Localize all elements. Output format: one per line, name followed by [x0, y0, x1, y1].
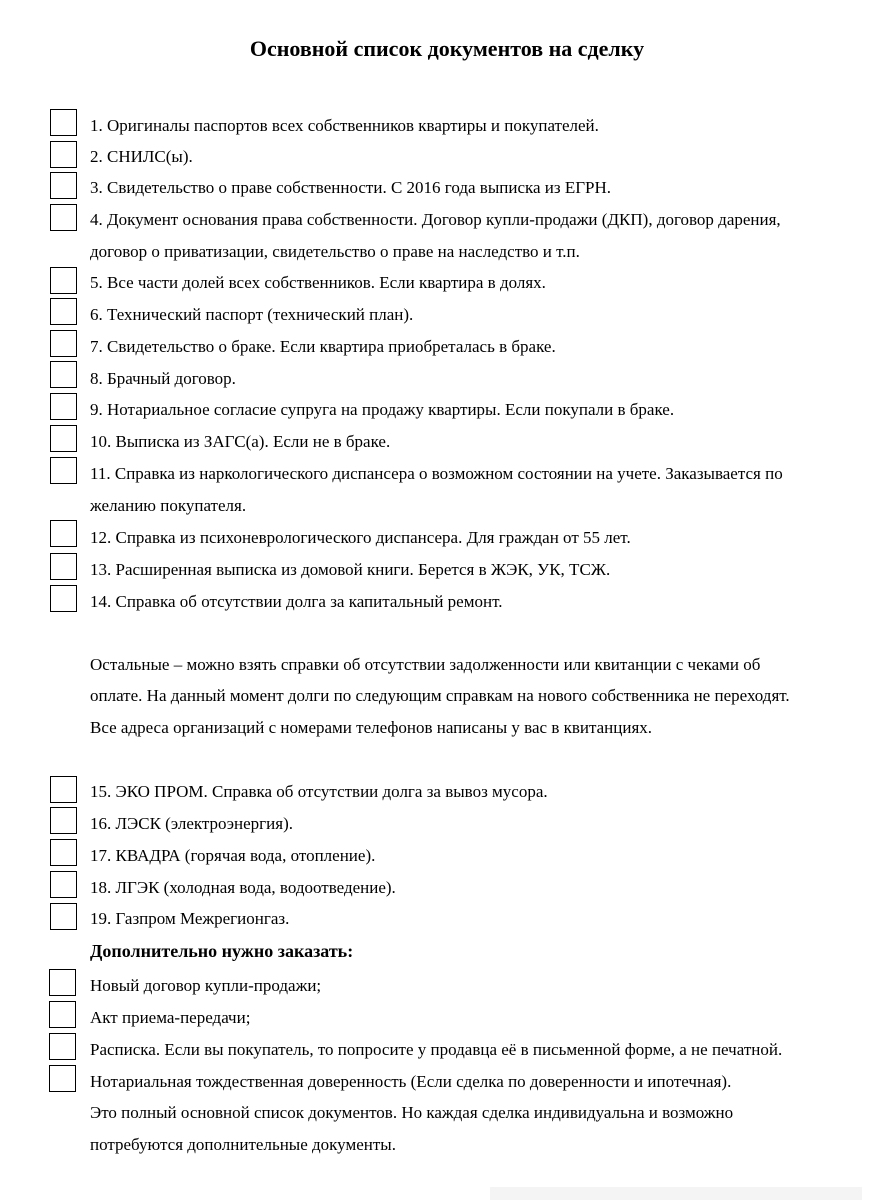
extra-item-2-text: Акт приема-передачи; [90, 1008, 251, 1027]
item-10-text: 10. Выписка из ЗАГС(а). Если не в браке. [90, 432, 391, 451]
checkbox-item-4[interactable] [50, 204, 77, 231]
item-4-text-line2: договор о приватизации, свидетельство о праве на наследство и т.п. [90, 242, 580, 261]
extra-heading: Дополнительно нужно заказать: [90, 941, 354, 961]
checkbox-item-19[interactable] [50, 903, 77, 930]
footer-line-2: потребуются дополнительные документы. [90, 1135, 396, 1154]
checkbox-item-17[interactable] [50, 839, 77, 866]
checkbox-item-12[interactable] [50, 520, 77, 547]
checkbox-item-11[interactable] [50, 457, 77, 484]
item-5-text: 5. Все части долей всех собственников. Если квартира в долях. [90, 273, 546, 292]
item-19-text: 19. Газпром Межрегионгаз. [90, 909, 290, 928]
checkbox-item-5[interactable] [50, 267, 77, 294]
note-line-3: Все адреса организаций с номерами телефонов написаны у вас в квитанциях. [90, 718, 653, 737]
checkbox-item-1[interactable] [50, 109, 77, 136]
item-4-text-line1: 4. Документ основания права собственности. Договор купли-продажи (ДКП), договор дарения, [90, 210, 781, 229]
checkbox-item-15[interactable] [50, 776, 77, 803]
extra-item-1-text: Новый договор купли-продажи; [90, 976, 322, 995]
item-12-text: 12. Справка из психоневрологического диспансера. Для граждан от 55 лет. [90, 528, 631, 547]
item-11-text-line2: желанию покупателя. [90, 496, 247, 515]
checkbox-item-10[interactable] [50, 425, 77, 452]
item-14-text: 14. Справка об отсутствии долга за капитальный ремонт. [90, 592, 503, 611]
item-1-text: 1. Оригиналы паспортов всех собственников квартиры и покупателей. [90, 116, 599, 135]
checkbox-item-16[interactable] [50, 807, 77, 834]
note-line-1: Остальные – можно взять справки об отсутствии задолженности или квитанции с чеками об [90, 655, 761, 674]
extra-item-3-text: Расписка. Если вы покупатель, то попросите у продавца её в письменной форме, а не печатной. [90, 1040, 783, 1059]
checkbox-item-9[interactable] [50, 393, 77, 420]
document-title: Основной список документов на сделку [249, 36, 645, 61]
item-6-text: 6. Технический паспорт (технический план). [90, 305, 414, 324]
checkbox-item-2[interactable] [50, 141, 77, 168]
note-line-2: оплате. На данный момент долги по следующим справкам на нового собственника не переходят. [90, 686, 790, 705]
checkbox-extra-3[interactable] [49, 1033, 76, 1060]
item-7-text: 7. Свидетельство о браке. Если квартира приобреталась в браке. [90, 337, 556, 356]
checkbox-item-8[interactable] [50, 361, 77, 388]
item-13-text: 13. Расширенная выписка из домовой книги. Берется в ЖЭК, УК, ТСЖ. [90, 560, 611, 579]
checkbox-item-13[interactable] [50, 553, 77, 580]
bottom-shade [490, 1187, 862, 1200]
checkbox-item-6[interactable] [50, 298, 77, 325]
extra-item-4-text: Нотариальная тождественная доверенность (Если сделка по доверенности и ипотечная). [90, 1072, 732, 1091]
item-17-text: 17. КВАДРА (горячая вода, отопление). [90, 846, 376, 865]
item-2-text: 2. СНИЛС(ы). [90, 147, 193, 166]
checkbox-item-18[interactable] [50, 871, 77, 898]
footer-line-1: Это полный основной список документов. Но каждая сделка индивидуальна и возможно [90, 1103, 734, 1122]
checkbox-item-14[interactable] [50, 585, 77, 612]
item-9-text: 9. Нотариальное согласие супруга на продажу квартиры. Если покупали в браке. [90, 400, 675, 419]
item-8-text: 8. Брачный договор. [90, 369, 236, 388]
item-16-text: 16. ЛЭСК (электроэнергия). [90, 814, 293, 833]
item-11-text-line1: 11. Справка из наркологического диспансера о возможном состоянии на учете. Заказывается по [90, 464, 783, 483]
checkbox-item-3[interactable] [50, 172, 77, 199]
checkbox-extra-4[interactable] [49, 1065, 76, 1092]
checkbox-item-7[interactable] [50, 330, 77, 357]
checkbox-extra-2[interactable] [49, 1001, 76, 1028]
checkbox-extra-1[interactable] [49, 969, 76, 996]
item-15-text: 15. ЭКО ПРОМ. Справка об отсутствии долга за вывоз мусора. [90, 782, 548, 801]
item-18-text: 18. ЛГЭК (холодная вода, водоотведение). [90, 878, 396, 897]
item-3-text: 3. Свидетельство о праве собственности. С 2016 года выписка из ЕГРН. [90, 178, 612, 197]
